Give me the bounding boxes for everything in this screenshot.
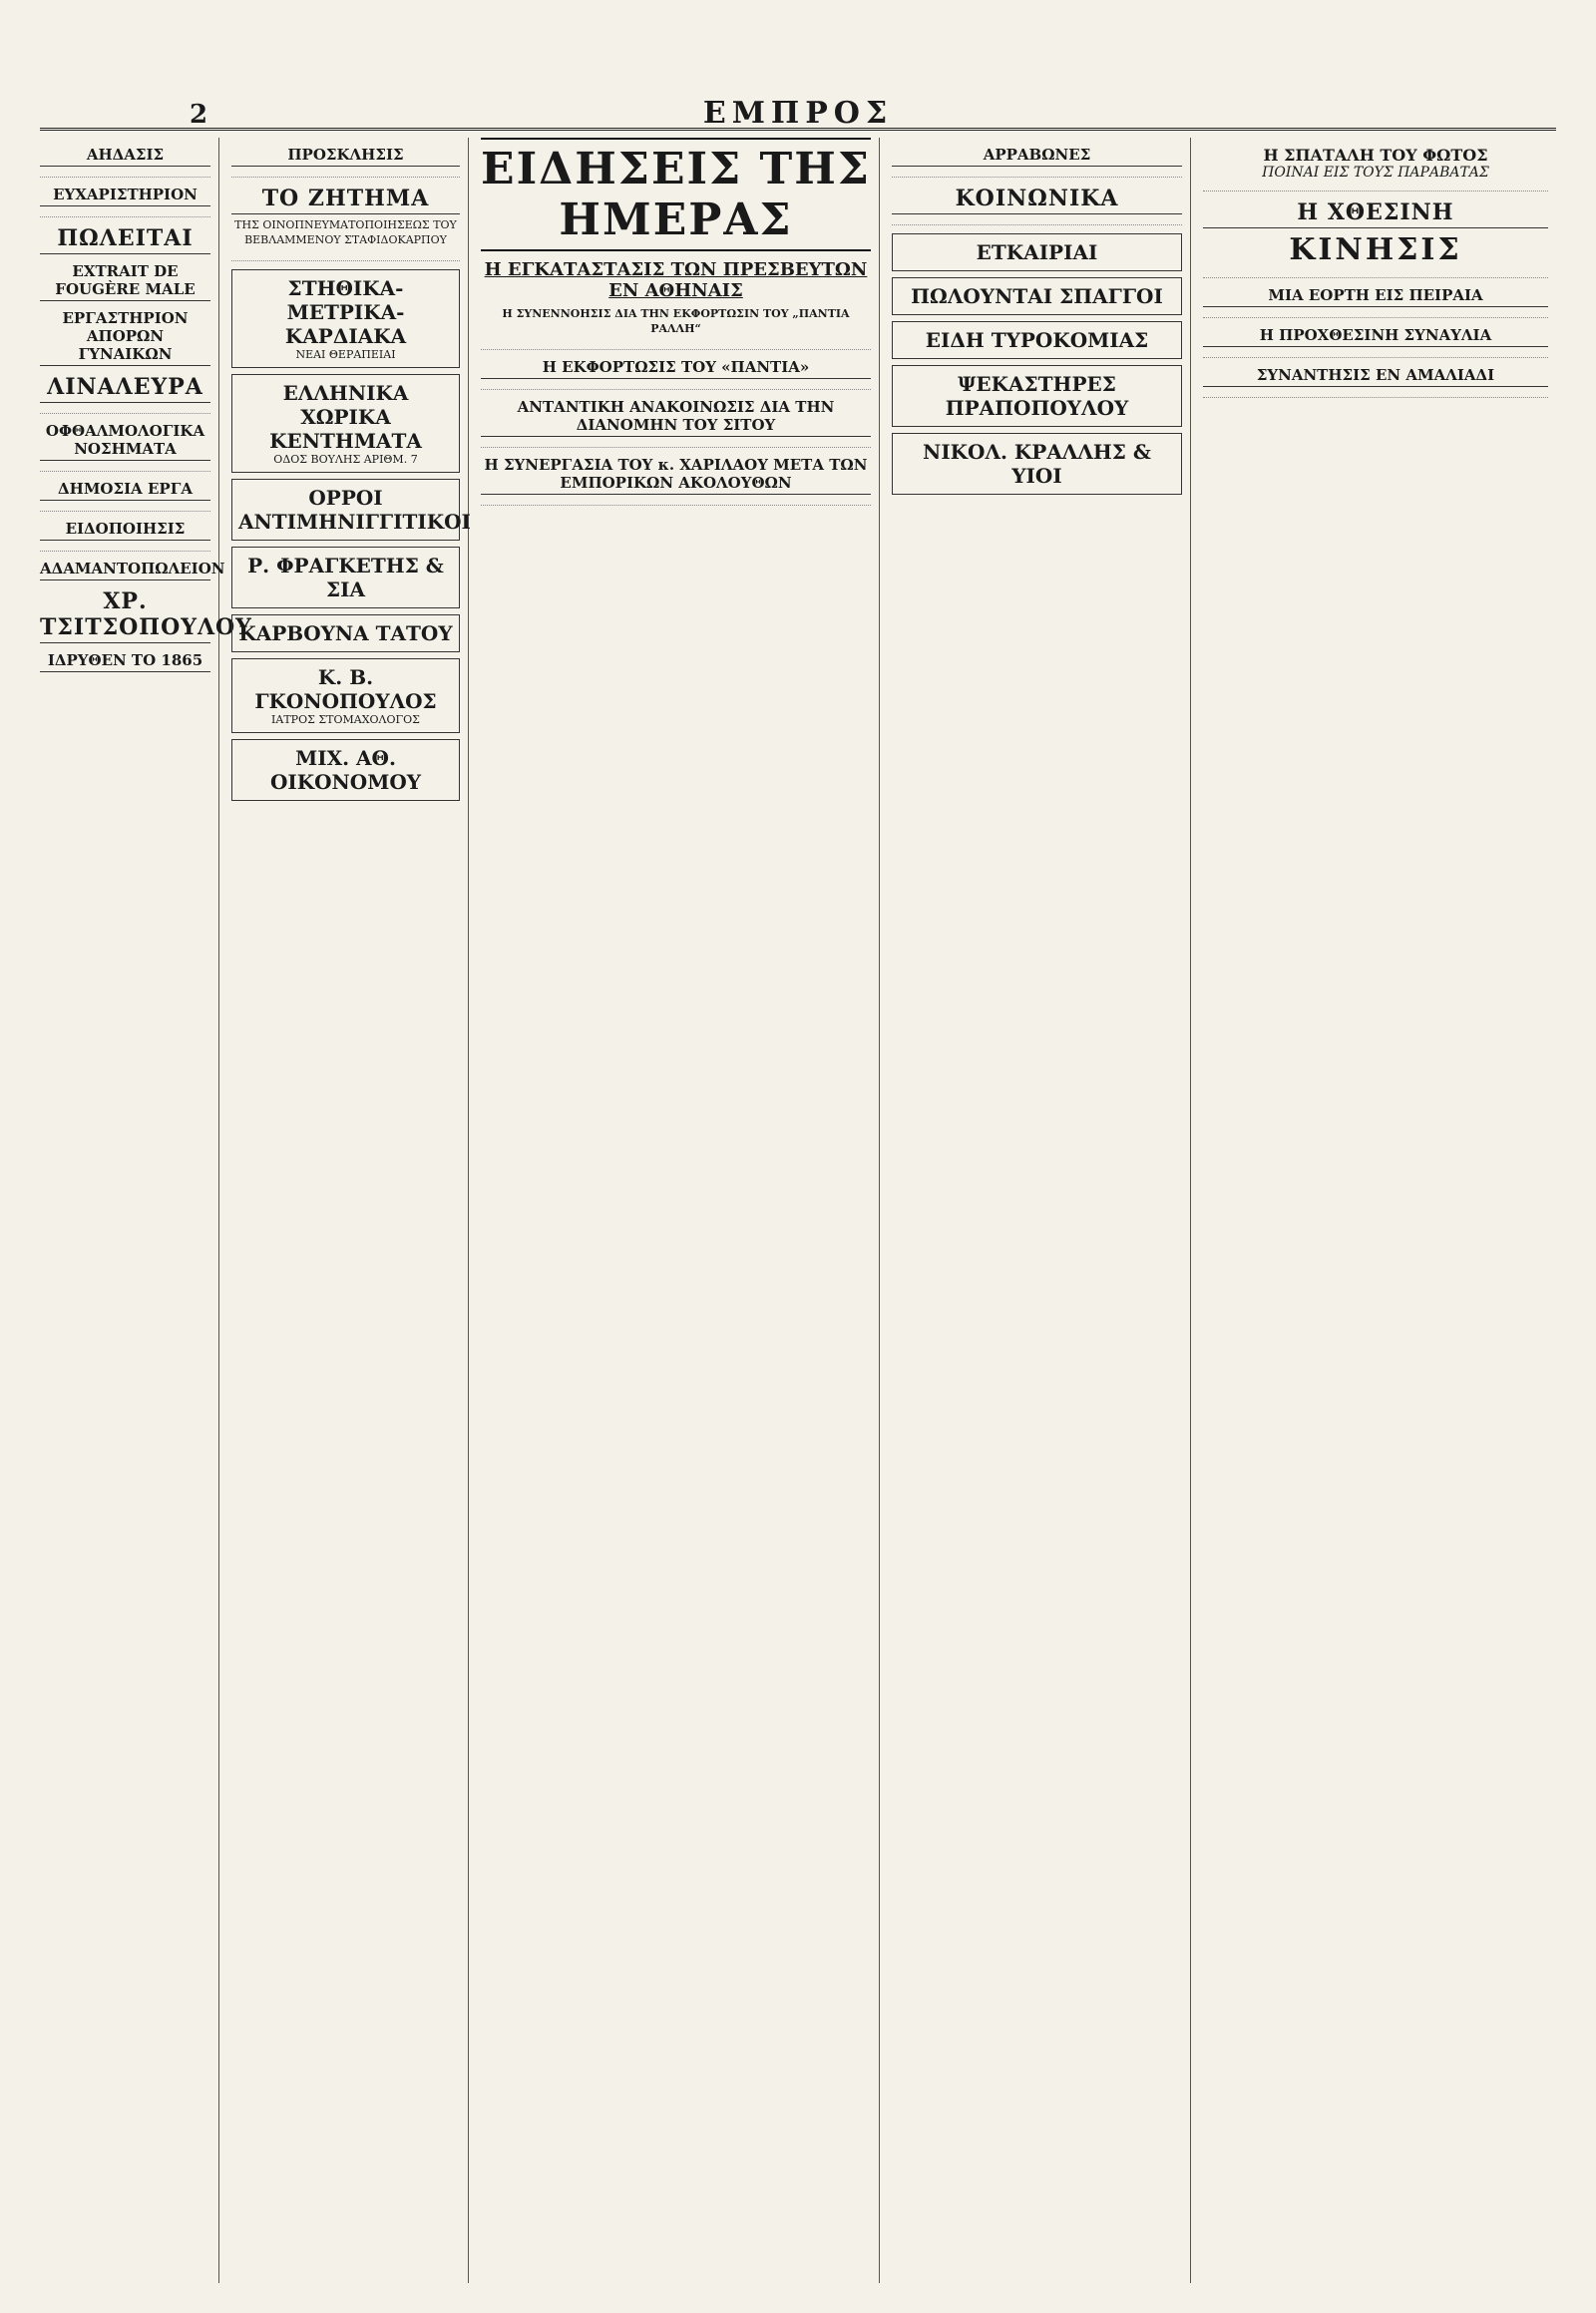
ad-block bbox=[231, 374, 460, 473]
news-banner: ΕΙΔΗΣΕΙΣ ΤΗΣ ΗΜΕΡΑΣ bbox=[481, 138, 871, 251]
lead-headline: Η ΕΓΚΑΤΑΣΤΑΣΙΣ ΤΩΝ ΠΡΕΣΒΕΥΤΩΝ ΕΝ ΑΘΗΝΑΙΣ bbox=[484, 259, 868, 301]
shop-name: ΧΡ. ΤΣΙΤΣΟΠΟΥΛΟΥ bbox=[40, 588, 210, 643]
ad-block bbox=[892, 321, 1182, 359]
ad-block bbox=[231, 547, 460, 608]
ad-subtitle: ΝΕΑΙ ΘΕΡΑΠΕΙΑΙ bbox=[295, 347, 396, 361]
lead-subheadline: Η ΣΥΝΕΝΝΟΗΣΙΣ ΔΙΑ ΤΗΝ ΕΚΦΟΡΤΩΣΙΝ ΤΟΥ „ΠΑΝΤΙΑ ΡΑΛΛΗ“ bbox=[502, 307, 850, 335]
heading: ΑΔΑΜΑΝΤΟΠΩΛΕΙΟΝ bbox=[40, 560, 210, 580]
ad-title: ΕΤΚΑΙΡΙΑΙ bbox=[976, 240, 1098, 264]
heading: Η ΕΚΦΟΡΤΩΣΙΣ ΤΟΥ «ΠΑΝΤΙΑ» bbox=[481, 358, 871, 379]
paper-name: ΕΜΠΡΟΣ bbox=[702, 96, 894, 131]
heading: ΠΩΛΕΙΤΑΙ bbox=[40, 225, 210, 254]
ad-block bbox=[892, 233, 1182, 271]
ad-title: ΨΕΚΑΣΤΗΡΕΣ ΠΡΑΠΟΠΟΥΛΟΥ bbox=[945, 372, 1129, 420]
heading: ΔΗΜΟΣΙΑ ΕΡΓΑ bbox=[40, 480, 210, 501]
heading: ΚΟΙΝΩΝΙΚΑ bbox=[892, 186, 1182, 214]
column-1 bbox=[40, 138, 252, 2283]
ad-title: ΣΤΗΘΙΚΑ-ΜΕΤΡΙΚΑ-ΚΑΡΔΙΑΚΑ bbox=[284, 275, 407, 348]
ad-title: ΕΙΔΗ ΤΥΡΟΚΟΜΙΑΣ bbox=[925, 328, 1149, 352]
column-4 bbox=[892, 138, 1191, 2283]
ad-subtitle: ΟΔΟΣ ΒΟΥΛΗΣ ΑΡΙΘΜ. 7 bbox=[273, 452, 418, 466]
heading: ΟΦΘΑΛΜΟΛΟΓΙΚΑ ΝΟΣΗΜΑΤΑ bbox=[40, 422, 210, 461]
heading: ΣΥΝΑΝΤΗΣΙΣ ΕΝ ΑΜΑΛΙΑΔΙ bbox=[1203, 366, 1548, 387]
ad-title: ΕΛΛΗΝΙΚΑ ΧΩΡΙΚΑ ΚΕΝΤΗΜΑΤΑ bbox=[269, 380, 422, 453]
column-2 bbox=[231, 138, 469, 2283]
page-number: 2 bbox=[190, 100, 208, 130]
ad-title: ΟΡΡΟΙ ΑΝΤΙΜΗΝΙΓΓΙΤΙΚΟΙ bbox=[238, 485, 471, 534]
column-3 bbox=[481, 138, 880, 2283]
heading: Η ΠΡΟΧΘΕΣΙΝΗ ΣΥΝΑΥΛΙΑ bbox=[1203, 326, 1548, 347]
ad-block bbox=[892, 433, 1182, 495]
ad-title: ΝΙΚΟΛ. ΚΡΑΛΛΗΣ & ΥΙΟΙ bbox=[923, 440, 1151, 488]
ad-title: Ρ. ΦΡΑΓΚΕΤΗΣ & ΣΙΑ bbox=[247, 553, 444, 601]
heading: Η ΣΥΝΕΡΓΑΣΙΑ ΤΟΥ κ. ΧΑΡΙΛΑΟΥ ΜΕΤΑ ΤΩΝ ΕΜΠΟΡΙΚΩΝ ΑΚΟΛΟΥΘΩΝ bbox=[481, 456, 871, 495]
heading: ΠΡΟΣΚΛΗΣΙΣ bbox=[231, 146, 460, 167]
ad-title: ΜΙΧ. ΑΘ. ΟΙΚΟΝΟΜΟΥ bbox=[269, 745, 422, 794]
ad-title: ΠΩΛΟΥΝΤΑΙ ΣΠΑΓΓΟΙ bbox=[911, 284, 1163, 308]
shop-founded: ΙΔΡΥΘΕΝ ΤΟ 1865 bbox=[40, 651, 210, 672]
column-5 bbox=[1203, 138, 1556, 2283]
ad-block bbox=[231, 479, 471, 541]
heading: ΜΙΑ ΕΟΡΤΗ ΕΙΣ ΠΕΙΡΑΙΑ bbox=[1203, 286, 1548, 307]
ad-block bbox=[892, 277, 1182, 315]
heading: EXTRAIT DE FOUGÈRE MALE bbox=[40, 262, 210, 301]
heading: Η ΣΠΑΤΑΛΗ ΤΟΥ ΦΩΤΟΣ bbox=[1263, 146, 1488, 165]
ad-block bbox=[231, 658, 460, 733]
heading: ΕΥΧΑΡΙΣΤΗΡΙΟΝ bbox=[40, 186, 210, 206]
heading: ΛΙΝΑΛΕΥΡΑ bbox=[40, 374, 210, 403]
subheading: ΠΟΙΝΑΙ ΕΙΣ ΤΟΥΣ ΠΑΡΑΒΑΤΑΣ bbox=[1262, 165, 1489, 181]
columns bbox=[40, 138, 1556, 2283]
heading: ΤΟ ΖΗΤΗΜΑ bbox=[231, 186, 460, 214]
masthead bbox=[40, 0, 1556, 131]
heading: ΕΙΔΟΠΟΙΗΣΙΣ bbox=[40, 520, 210, 541]
ad-title: Κ. Β. ΓΚΟΝΟΠΟΥΛΟΣ bbox=[254, 664, 437, 713]
ad-block bbox=[231, 269, 460, 368]
heading: Η ΧΘΕΣΙΝΗ bbox=[1203, 199, 1548, 228]
heading: ΑΡΡΑΒΩΝΕΣ bbox=[892, 146, 1182, 167]
heading: ΚΙΝΗΣΙΣ bbox=[1289, 232, 1462, 267]
ad-block bbox=[231, 739, 460, 801]
ad-subtitle: ΙΑΤΡΟΣ ΣΤΟΜΑΧΟΛΟΓΟΣ bbox=[271, 712, 420, 726]
ad-block bbox=[892, 365, 1182, 427]
subheading: ΤΗΣ ΟΙΝΟΠΝΕΥΜΑΤΟΠΟΙΗΣΕΩΣ ΤΟΥ ΒΕΒΛΑΜΜΕΝΟΥ ΣΤΑΦΙΔΟΚΑΡΠΟΥ bbox=[234, 218, 457, 246]
ad-block bbox=[231, 614, 460, 652]
ad-title: ΚΑΡΒΟΥΝΑ ΤΑΤΟΥ bbox=[238, 620, 453, 645]
heading: ΑΝΤΑΝΤΙΚΗ ΑΝΑΚΟΙΝΩΣΙΣ ΔΙΑ ΤΗΝ ΔΙΑΝΟΜΗΝ ΤΟΥ ΣΙΤΟΥ bbox=[481, 398, 871, 437]
heading: ΕΡΓΑΣΤΗΡΙΟΝ ΑΠΟΡΩΝ ΓΥΝΑΙΚΩΝ bbox=[40, 309, 210, 366]
heading: ΑΗΔΑΣΙΣ bbox=[40, 146, 210, 167]
